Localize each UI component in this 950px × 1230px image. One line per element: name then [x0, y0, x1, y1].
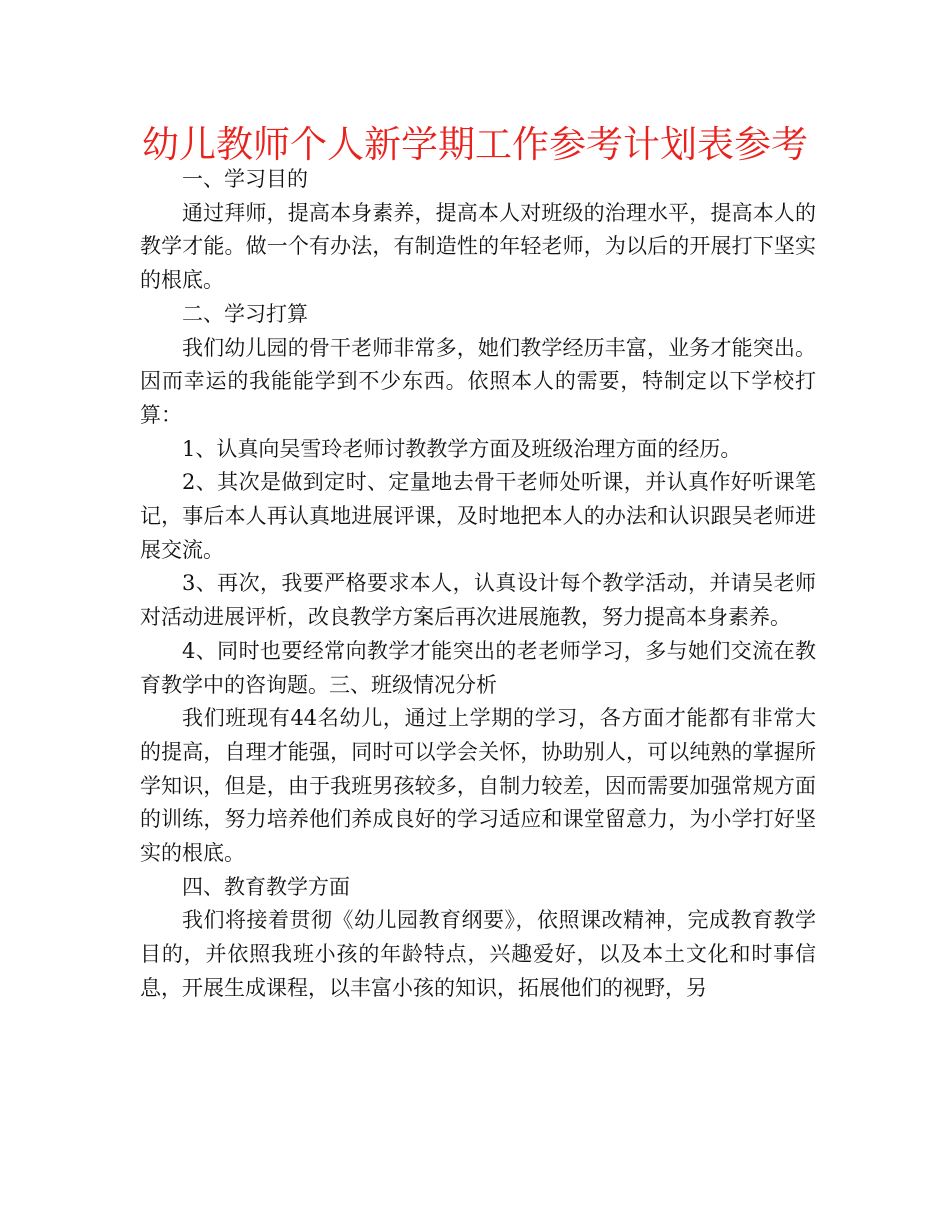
section-heading-1: 一、学习目的: [182, 167, 308, 191]
list-item-1: 1、认真向吴雪玲老师讨教教学方面及班级治理方面的经历。: [182, 436, 742, 461]
paragraph: 我们班现有44名幼儿，通过上学期的学习，各方面才能都有非常大的提高，自理才能强，同时可以学会关怀，协助别人，可以纯熟的掌握所学知识，但是，由于我班男孩较多，自制力较差，因而需要加强常规方面的训练，努力培养他们养成良好的学习适应和课堂留意力，为小学打好坚实的根底。: [140, 706, 816, 866]
list-item-4: 4、同时也要经常向教学才能突出的老老师学习，多与她们交流在教育教学中的咨询题。三、班级情况分析: [140, 638, 816, 697]
paragraph: 通过拜师，提高本身素养，提高本人对班级的治理水平，提高本人的教学才能。做一个有办法，有制造性的年轻老师，为以后的开展打下坚实的根底。: [140, 200, 816, 293]
section-heading-4: 四、教育教学方面: [182, 874, 350, 899]
document-title: 幼儿教师个人新学期工作参考计划表参考: [142, 123, 808, 166]
list-item-2: 2、其次是做到定时、定量地去骨干老师处听课，并认真作好听课笔记，事后本人再认真地进展评课，及时地把本人的办法和认识跟吴老师进展交流。: [140, 470, 816, 562]
list-item-3: 3、再次，我要严格要求本人，认真设计每个教学活动，并请吴老师对活动进展评析，改良教学方案后再次进展施教，努力提高本身素养。: [140, 571, 816, 630]
section-heading-2: 二、学习打算: [182, 301, 308, 326]
paragraph: 我们幼儿园的骨干老师非常多，她们教学经历丰富，业务才能突出。因而幸运的我能能学到不少东西。依照本人的需要，特制定以下学校打算：: [140, 335, 816, 427]
paragraph: 我们将接着贯彻《幼儿园教育纲要》，依照课改精神，完成教育教学目的，并依照我班小孩的年龄特点，兴趣爱好，以及本土文化和时事信息，开展生成课程，以丰富小孩的知识，拓展他们的视野，另: [140, 908, 816, 1000]
document-body: [140, 163, 816, 1006]
